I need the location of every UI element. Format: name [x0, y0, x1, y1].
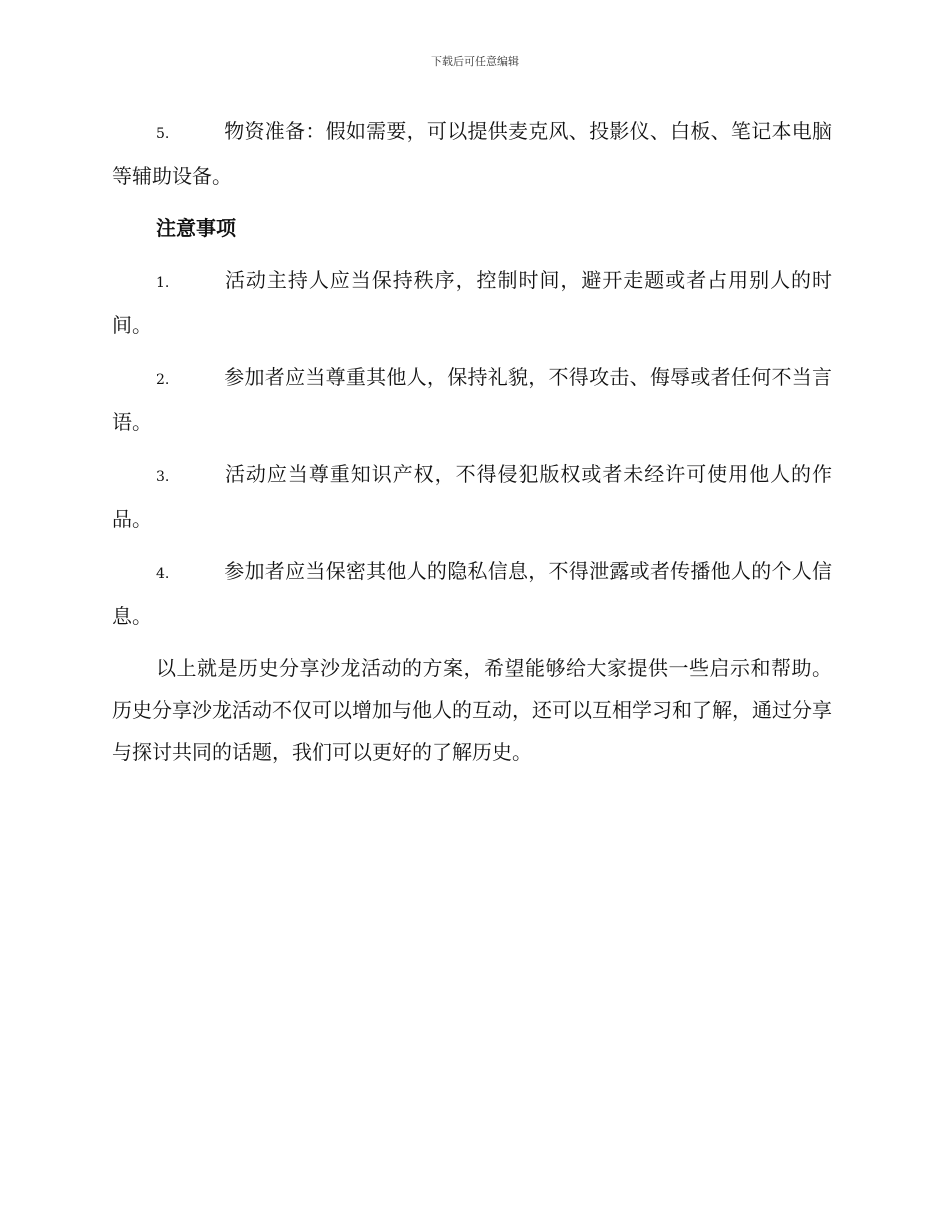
list-item-text: 物资准备：假如需要，可以提供麦克风、投影仪、白板、笔记本电脑等辅助设备。: [112, 119, 832, 188]
list-item-number: 2.: [156, 372, 170, 388]
list-item-text: 活动主持人应当保持秩序，控制时间，避开走题或者占用别人的时间。: [112, 268, 832, 337]
page-header: 下载后可任意编辑: [431, 55, 519, 68]
list-item-text: 活动应当尊重知识产权，不得侵犯版权或者未经许可使用他人的作品。: [112, 462, 832, 531]
list-item-number: 5.: [156, 126, 170, 142]
note-item-4: [112, 550, 832, 637]
list-item-text: 参加者应当保密其他人的隐私信息，不得泄露或者传播他人的个人信息。: [112, 559, 832, 628]
list-item-number: 4.: [156, 566, 170, 582]
note-item-1: [112, 259, 832, 346]
list-item-text: 参加者应当尊重其他人，保持礼貌，不得攻击、侮辱或者任何不当言语。: [112, 365, 832, 434]
list-item-number: 3.: [156, 469, 170, 485]
list-item-number: 1.: [156, 275, 170, 291]
conclusion-paragraph: 以上就是历史分享沙龙活动的方案，希望能够给大家提供一些启示和帮助。历史分享沙龙活动不仅可以增加与他人的互动，还可以互相学习和了解，通过分享与探讨共同的话题，我们可以更好的了解历史。: [112, 656, 832, 764]
document-body: [112, 110, 832, 783]
list-item-materials: [112, 110, 832, 197]
note-item-3: [112, 453, 832, 540]
section-heading: 注意事项: [156, 216, 236, 240]
note-item-2: [112, 356, 832, 443]
